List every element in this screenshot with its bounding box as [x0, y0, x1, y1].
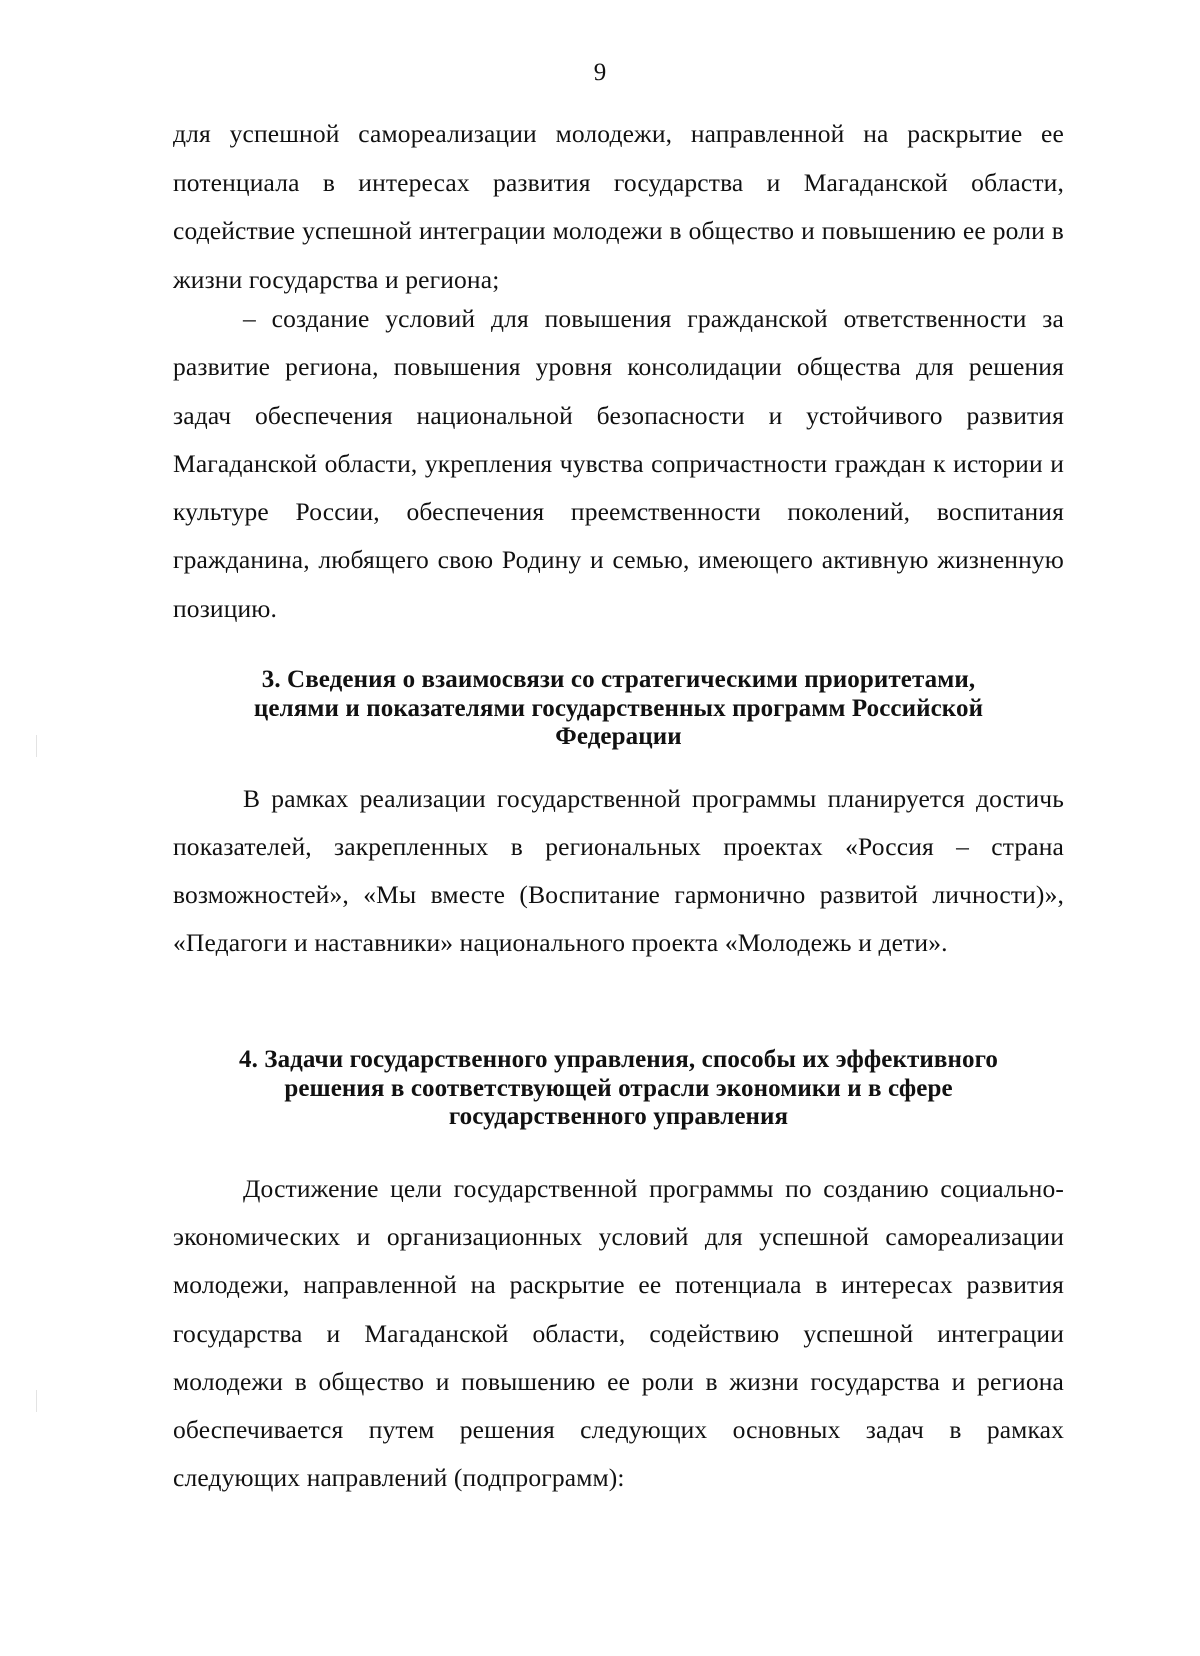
section-4-heading-line-1: 4. Задачи государственного управления, способы их эффективного — [238, 1046, 999, 1073]
scan-artifact-mark — [36, 735, 37, 757]
section-3-heading-line-2: целями и показателями государственных программ Российской — [253, 694, 984, 722]
page-number: 9 — [593, 59, 607, 86]
section-3-heading-line-3: Федерации — [555, 723, 682, 750]
section-4-heading-line-3: государственного управления — [448, 1103, 789, 1130]
section-3-heading-line-1: 3. Сведения о взаимосвязи со стратегическими приоритетами, — [261, 666, 976, 693]
paragraph-section-3: В рамках реализации государственной программы планируется достичь показателей, закрепленных в региональных проектах «Россия – страна возможностей», «Мы вместе (Воспитание гармонично развитой личности)», «Педагоги и наставники» национального проекта «Молодежь и дети». — [173, 784, 1064, 957]
section-4-heading — [173, 1046, 1064, 1132]
paragraph-civic-responsibility: – создание условий для повышения гражданской ответственности за развитие региона, повышения уровня консолидации общества для решения задач обеспечения национальной безопасности и устойчивого развития Магаданской области, укрепления чувства сопричастности граждан к истории и культуре России, обеспечения преемственности поколений, воспитания гражданина, любящего свою Родину и семью, имеющего активную жизненную позицию. — [173, 304, 1064, 623]
section-3-heading — [173, 666, 1064, 752]
paragraph-section-4: Достижение цели государственной программы по созданию социально-экономических и организационных условий для успешной самореализации молодежи, направленной на раскрытие ее потенциала в интересах развития государства и Магаданской области, содействию успешной интеграции молодежи в общество и повышению ее роли в жизни государства и региона обеспечивается путем решения следующих основных задач в рамках следующих направлений (подпрограмм): — [173, 1174, 1064, 1493]
section-4-heading-line-2: решения в соответствующей отрасли экономики и в сфере — [284, 1074, 953, 1102]
paragraph-continuation: для успешной самореализации молодежи, направленной на раскрытие ее потенциала в интересах развития государства и Магаданской области, содействие успешной интеграции молодежи в общество и повышению ее роли в жизни государства и региона; — [173, 119, 1064, 294]
scan-artifact-mark — [36, 1390, 37, 1412]
